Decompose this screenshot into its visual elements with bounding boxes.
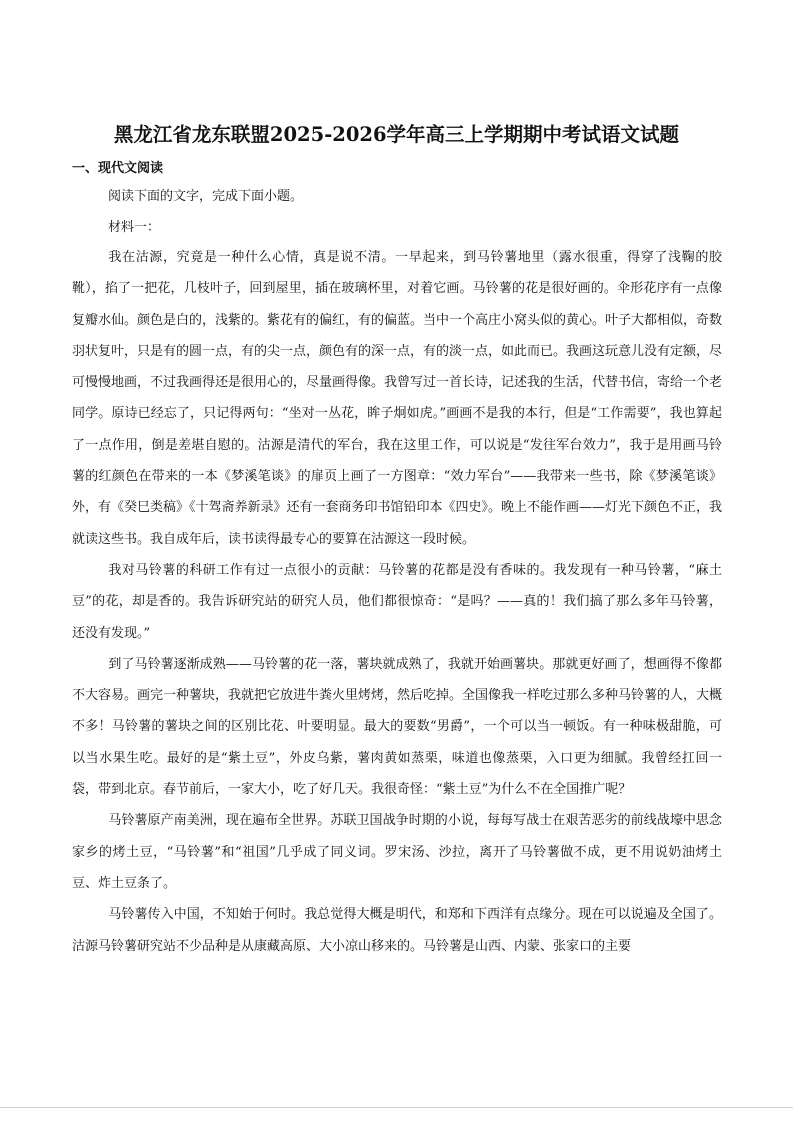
reading-passage [72,242,722,962]
passage-paragraph: 我在沽源，究竟是一种什么心情，真是说不清。一早起来，到马铃薯地里（露水很重，得穿了浅鞠的胶靴），掐了一把花，几枝叶子，回到屋里，插在玻璃杯里，对着它画。马铃薯的花是很好画的。伞形花序有一点像复瓣水仙。颜色是白的，浅紫的。紫花有的偏红，有的偏蓝。当中一个高庄小窝头似的黄心。叶子大都相似，奇数羽状复叶，只是有的圆一点，有的尖一点，颜色有的深一点，有的淡一点，如此而已。我画这玩意儿没有定额，尽可慢慢地画，不过我画得还是很用心的，尽量画得像。我曾写过一首长诗，记述我的生活，代替书信，寄给一个老同学。原诗已经忘了，只记得两句：“坐对一丛花，眸子炯如虎。”画画不是我的本行，但是“工作需要”，我也算起了一点作用，倒是差堪自慰的。沽源是清代的军台，我在这里工作，可以说是“发往军台效力”，我于是用画马铃薯的红颜色在带来的一本《梦溪笔谈》的扉页上画了一方图章：“效力军台”——我带来一些书，除《梦溪笔谈》外，有《癸巳类稿》《十驾斋养新录》还有一套商务印书馆铅印本《四史》。晚上不能作画——灯光下颜色不正，我就读这些书。我自成年后，读书读得最专心的要算在沽源这一段时候。 [72,250,723,547]
passage-paragraph: 到了马铃薯逐渐成熟——马铃薯的花一落，薯块就成熟了，我就开始画薯块。那就更好画了，想画得不像都不大容易。画完一种薯块，我就把它放进牛粪火里烤烤，然后吃掉。全国像我一样吃过那么多种马铃薯的人，大概不多！马铃薯的薯块之间的区别比花、叶要明显。最大的要数“男爵”，一个可以当一顿饭。有一种味极甜脆，可以当水果生吃。最好的是“紫土豆”，外皮乌紫，薯肉黄如蒸栗，味道也像蒸栗，入口更为细腻。我曾经扛回一袋，带到北京。春节前后，一家大小，吃了好几天。我很奇怪：“紫土豆”为什么不在全国推广呢？ [72,656,723,798]
material-label: 材料一： [108,220,161,235]
reading-instruction: 阅读下面的文字，完成下面小题。 [108,189,304,204]
passage-paragraph: 我对马铃薯的科研工作有过一点很小的贡献：马铃薯的花都是没有香味的。我发现有一种马铃薯，“麻土豆”的花，却是香的。我告诉研究站的研究人员，他们都很惊奇：“是吗？——真的！我们搞了那么多年马铃薯，还没有发现。” [72,562,722,641]
section-heading: 一、现代文阅读 [72,161,164,176]
passage-paragraph: 马铃薯原产南美洲，现在遍布全世界。苏联卫国战争时期的小说，每每写战士在艰苦恶劣的前线战壕中思念家乡的烤土豆，“马铃薯”和“祖国”几乎成了同义词。罗宋汤、沙拉，离开了马铃薯做不成，更不用说奶油烤土豆、炸土豆条了。 [72,813,722,891]
document-title: 黑龙江省龙东联盟2025-2026学年高三上学期期中考试语文试题 [113,123,680,146]
page-bottom-divider [0,1107,793,1108]
passage-paragraph: 马铃薯传入中国，不知始于何时。我总觉得大概是明代，和郑和下西洋有点缘分。现在可以说遍及全国了。沽源马铃薯研究站不少品种是从康藏高原、大小凉山移来的。马铃薯是山西、内蒙、张家口的主要 [72,907,722,954]
